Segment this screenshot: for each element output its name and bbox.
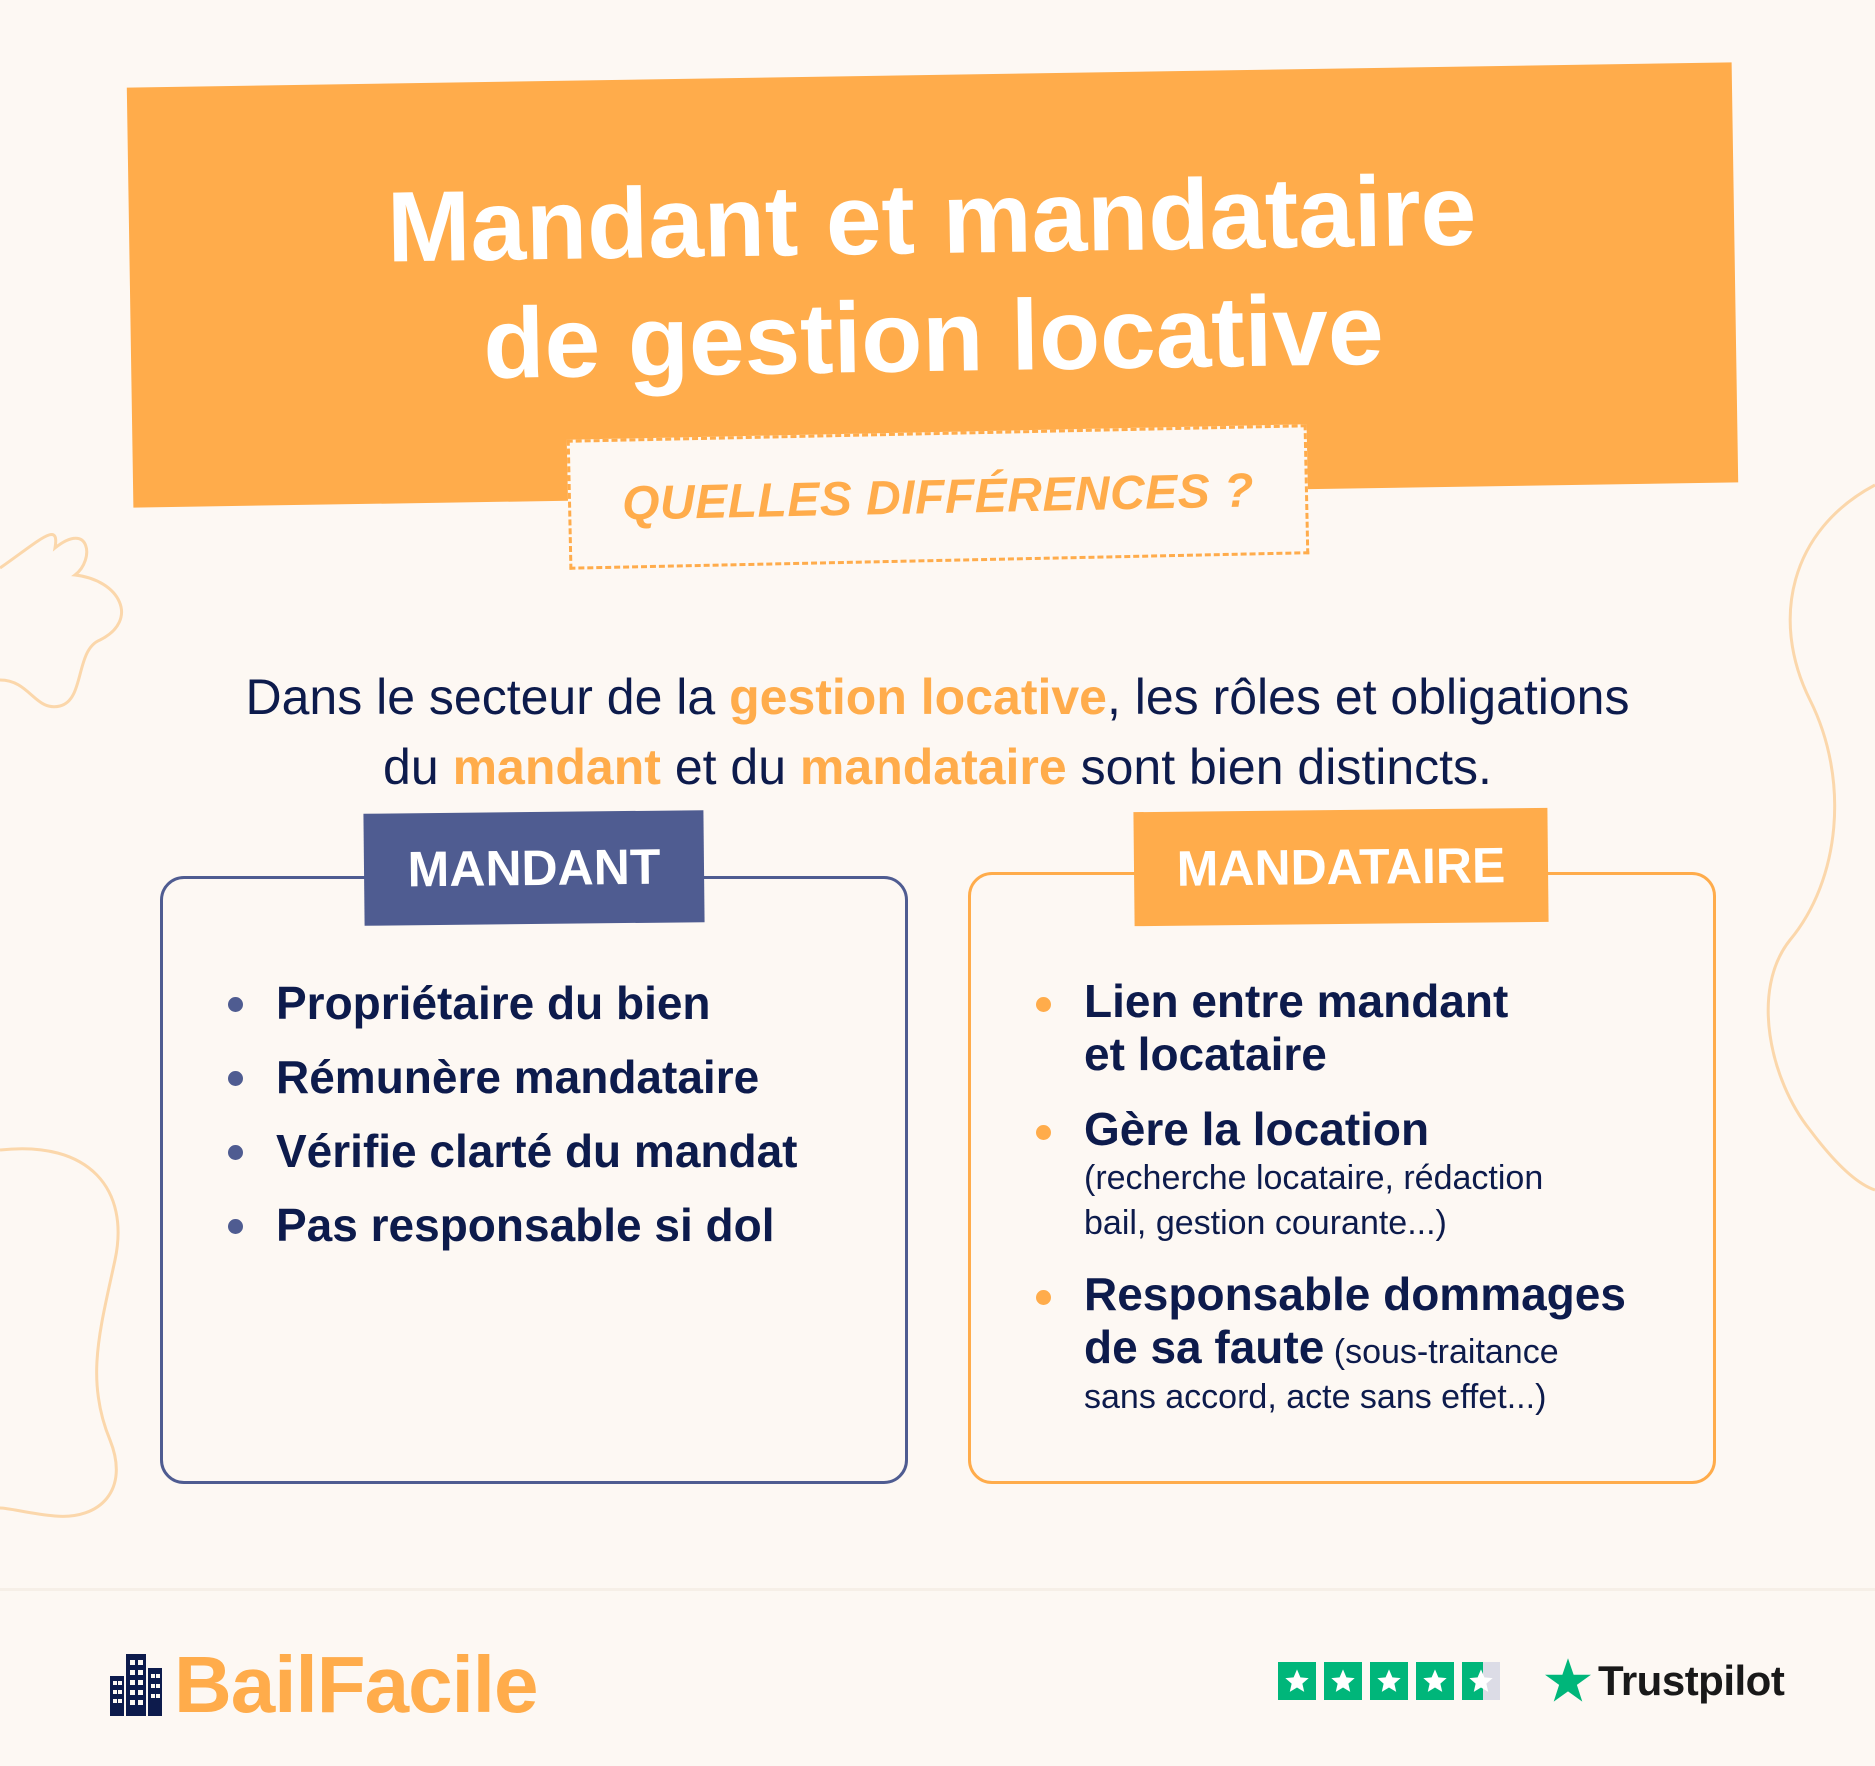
list-item (224, 1197, 884, 1253)
half-star-icon (1462, 1662, 1500, 1700)
brand-name: BailFacile (174, 1640, 538, 1729)
intro-highlight: gestion locative (729, 669, 1107, 725)
bullet-icon (228, 1071, 243, 1086)
bullet-icon (228, 1219, 243, 1234)
bullet-icon (1036, 1125, 1051, 1140)
trustpilot-star-icon (1542, 1655, 1594, 1707)
list-item-text: Vérifie clarté du mandat (276, 1125, 798, 1177)
intro-highlight: mandant (452, 739, 661, 795)
rating-stars (1278, 1662, 1500, 1700)
mandataire-label: MANDATAIRE (1133, 808, 1548, 926)
list-item (1032, 1103, 1712, 1246)
bullet-icon (228, 1145, 243, 1160)
list-item (1032, 975, 1712, 1081)
list-item-text: Lien entre mandant (1084, 975, 1509, 1027)
subtitle-box (567, 424, 1310, 569)
brand-logo (110, 1635, 538, 1735)
bullet-icon (228, 997, 243, 1012)
list-item-detail: bail, gestion courante...) (1084, 1204, 1447, 1242)
intro-text: et du (660, 739, 800, 795)
building-icon (110, 1654, 162, 1716)
list-item-text: et locataire (1084, 1028, 1327, 1080)
subtitle: QUELLES DIFFÉRENCES ? (621, 463, 1255, 531)
trustpilot-logo (1542, 1655, 1784, 1707)
star-icon (1278, 1662, 1316, 1700)
footer-divider (0, 1588, 1875, 1591)
list-item-text: Gère la location (1084, 1103, 1430, 1155)
trustpilot-name: Trustpilot (1598, 1657, 1785, 1704)
list-item (224, 975, 884, 1031)
list-item (1032, 1268, 1712, 1420)
list-item (224, 1049, 884, 1105)
list-item-text: Rémunère mandataire (276, 1051, 760, 1103)
mandant-list (224, 975, 884, 1271)
list-item-text: Pas responsable si dol (276, 1199, 775, 1251)
intro-text: , les rôles et obligations (1106, 669, 1630, 725)
list-item-text: Responsable dommages (1084, 1268, 1626, 1320)
mandataire-list (1032, 975, 1712, 1442)
trustpilot-rating (1278, 1646, 1784, 1716)
intro-text: Dans le secteur de la (245, 669, 730, 725)
intro-text: sont bien distincts. (1066, 739, 1492, 795)
list-item-text: de sa faute (1084, 1321, 1325, 1373)
title-line-2: de gestion locative (482, 273, 1385, 401)
list-item-detail: (recherche locataire, rédaction (1084, 1159, 1544, 1197)
mandant-label: MANDANT (363, 810, 704, 926)
list-item-text: Propriétaire du bien (276, 977, 711, 1029)
list-item-detail: sans accord, acte sans effet...) (1084, 1378, 1547, 1416)
list-item (224, 1123, 884, 1179)
list-item-detail: (sous-traitance (1324, 1333, 1559, 1371)
intro-highlight: mandataire (799, 739, 1067, 795)
intro-paragraph (120, 662, 1755, 802)
title-line-1: Mandant et mandataire (386, 154, 1477, 284)
page-title (128, 147, 1737, 408)
intro-text: du (383, 739, 453, 795)
bullet-icon (1036, 997, 1051, 1012)
star-icon (1370, 1662, 1408, 1700)
bullet-icon (1036, 1290, 1051, 1305)
star-icon (1416, 1662, 1454, 1700)
star-icon (1324, 1662, 1362, 1700)
